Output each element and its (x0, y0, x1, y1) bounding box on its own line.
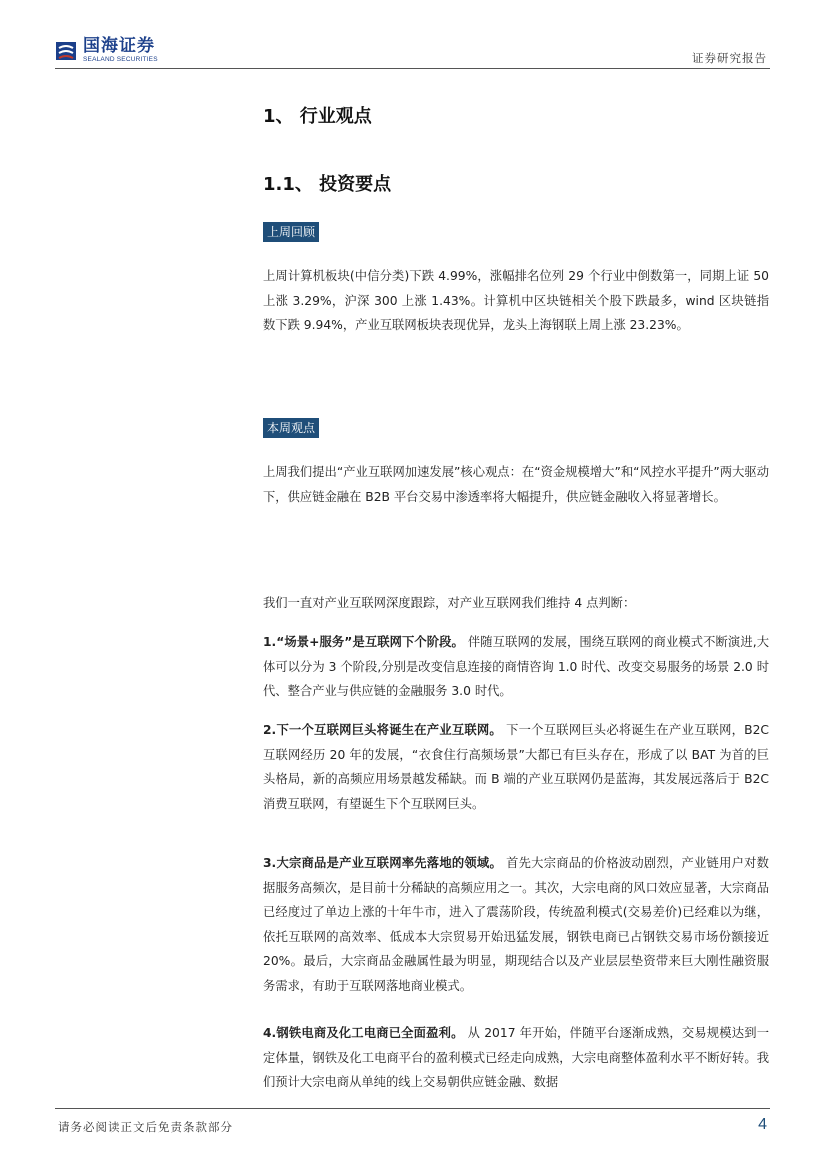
point-body-3: 首先大宗商品的价格波动剧烈，产业链用户对数据服务高频次，是目前十分稀缺的高频应用之一。其次，大宗电商的风口效应显著，大宗商品已经度过了单边上涨的十年牛市，进入了震荡阶段，传统盈利模式(交易差价)已经难以为继，依托互联网的高效率、低成本大宗贸易开始迅猛发展，钢铁电商已占钢铁交易市场份额接近 20%。最后，大宗商品金融属性最为明显，期现结合以及产业层层垫资带来巨大刚性融资服务需求，有助于互联网落地商业模式。 (263, 856, 769, 993)
report-type-label: 证券研究报告 (692, 51, 767, 65)
intro-paragraph: 我们一直对产业互联网深度跟踪，对产业互联网我们维持 4 点判断： (263, 596, 636, 610)
page-header (0, 0, 827, 72)
point-paragraph-2 (263, 718, 769, 816)
point-paragraph-4 (263, 1021, 769, 1095)
disclaimer-note: 请务必阅读正文后免责条款部分 (58, 1120, 233, 1134)
last-week-paragraph: 上周计算机板块(中信分类)下跌 4.99%，涨幅排名位列 29 个行业中倒数第一，同期上证 50 上涨 3.29%，沪深 300 上涨 1.43%。计算机中区块链相关个股下跌最多，wind 区块链指数下跌 9.94%，产业互联网板块表现优异，龙头上海钢联上周上涨 23.23%。 (263, 269, 769, 333)
page-number: 4 (758, 1116, 767, 1133)
logo-emblem-icon (55, 40, 77, 62)
section-heading: 1、 行业观点 (263, 106, 372, 127)
point-heading-4: 4.钢铁电商及化工电商已全面盈利。 (263, 1026, 464, 1040)
point-body-1: 伴随互联网的发展，围绕互联网的商业模式不断演进,大体可以分为 3 个阶段,分别是改变信息连接的商情咨询 1.0 时代、改变交易服务的场景 2.0 时代、整合产业与供应链的金融服务 3.0 时代。 (263, 635, 769, 699)
point-body-2: 下一个互联网巨头必将诞生在产业互联网，B2C 互联网经历 20 年的发展，“衣食住行高频场景”大都已有巨头存在，形成了以 BAT 为首的巨头格局，新的高频应用场景越发稀缺。而 B 端的产业互联网仍是蓝海，其发展远落后于 B2C 消费互联网，有望诞生下个互联网巨头。 (263, 723, 769, 811)
this-week-paragraph: 上周我们提出“产业互联网加速发展”核心观点：在“资金规模增大”和“风控水平提升”两大驱动下，供应链金融在 B2B 平台交易中渗透率将大幅提升，供应链金融收入将显著增长。 (263, 465, 769, 504)
point-paragraph-3 (263, 851, 769, 999)
last-week-tag: 上周回顾 (263, 222, 319, 242)
logo-name-en: SEALAND SECURITIES (83, 56, 158, 63)
point-heading-2: 2.下一个互联网巨头将诞生在产业互联网。 (263, 723, 502, 737)
footer-divider (55, 1108, 770, 1109)
point-body-4: 从 2017 年开始，伴随平台逐渐成熟，交易规模达到一定体量，钢铁及化工电商平台的盈利模式已经走向成熟，大宗电商整体盈利水平不断好转。我们预计大宗电商从单纯的线上交易朝供应链金融、数据 (263, 1026, 769, 1090)
subsection-heading: 1.1、 投资要点 (263, 174, 392, 195)
point-heading-1: 1.“场景+服务”是互联网下个阶段。 (263, 635, 464, 649)
company-logo (55, 38, 158, 63)
logo-name-cn: 国海证券 (83, 36, 155, 56)
point-heading-3: 3.大宗商品是产业互联网率先落地的领域。 (263, 856, 502, 870)
point-paragraph-1 (263, 630, 769, 704)
this-week-tag: 本周观点 (263, 418, 319, 438)
header-divider (55, 68, 770, 69)
